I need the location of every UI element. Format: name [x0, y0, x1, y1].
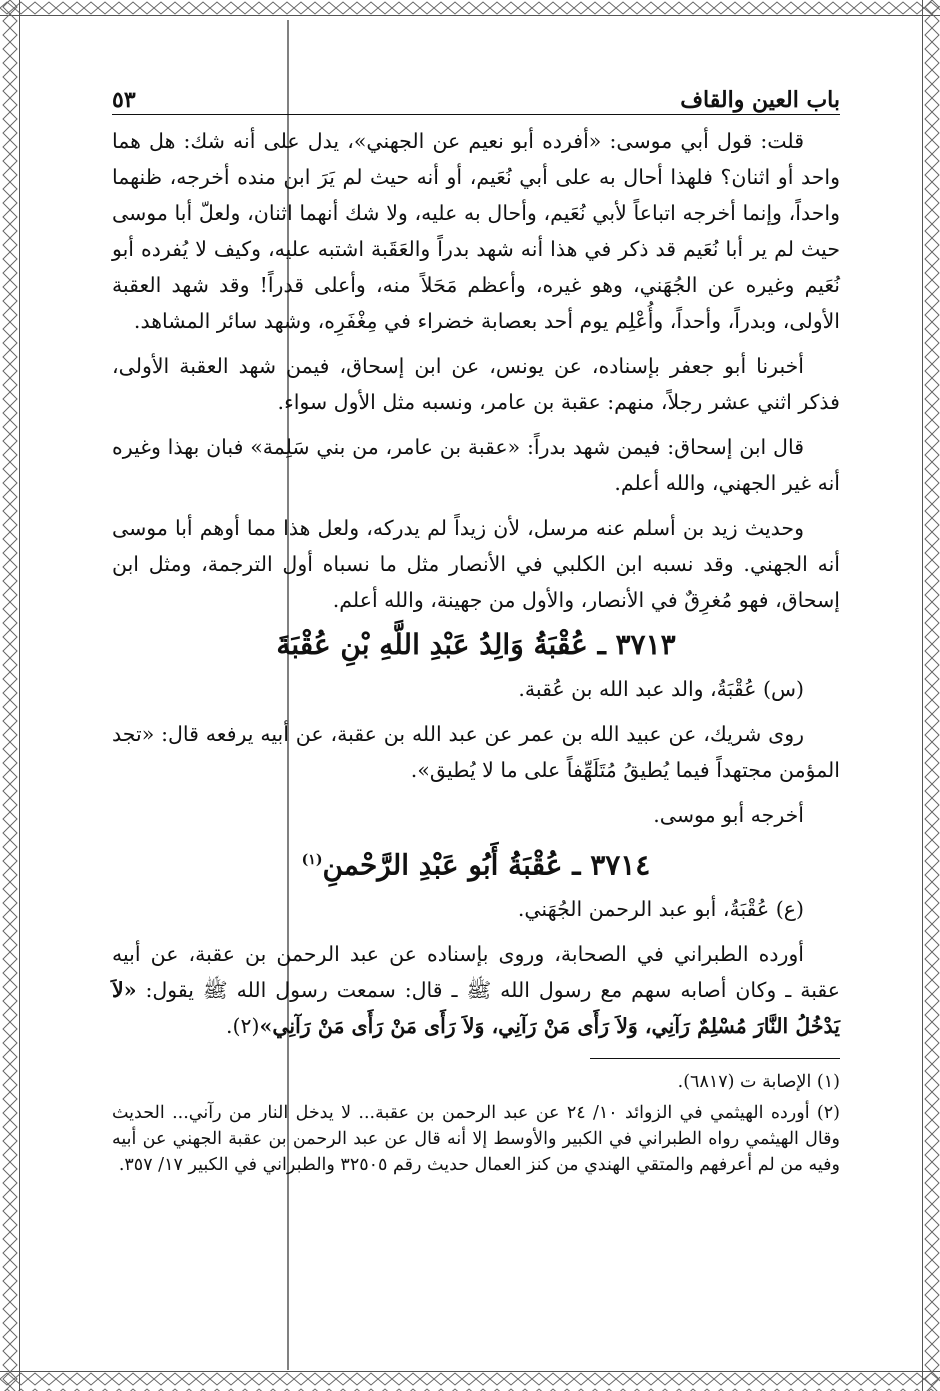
body-paragraph: قال ابن إسحاق: فيمن شهد بدراً: «عقبة بن عامر، من بني سَلِمة» فبان بهذا وغيره أنه غير الجهني، والله أعلم. [112, 435, 840, 495]
footnote: (١) الإصابة ت (٦٨١٧). [677, 1072, 840, 1093]
body-paragraph: أخبرنا أبو جعفر بإسناده، عن يونس، عن ابن إسحاق، فيمن شهد العقبة الأولى، فذكر اثني عشر رجلاً، منهم: عقبة بن عامر، ونسبه مثل الأول سواء. [112, 354, 840, 414]
entry-title-text: ٣٧١٤ ـ عُقْبَةُ أَبُو عَبْدِ الرَّحْمنِ [322, 848, 651, 882]
body-paragraph: وحديث زيد بن أسلم عنه مرسل، لأن زيداً لم يدركه، ولعل هذا مما أوهم أبا موسى أنه الجهني. وقد نسبه ابن الكلبي في الأنصار مثل ما نسباه أول الترجمة، ومثل ابن إسحاق، فهو مُغرِقٌ في الأنصار، والأول من جهينة، والله أعلم. [112, 516, 840, 612]
narration-text: أورده الطبراني في الصحابة، وروى بإسناده عن عبد الرحمن بن عقبة، عن أبيه عقبة ـ وكان أصابه سهم مع رسول الله ﷺ ـ قال: سمعت رسول الله ﷺ يقول: [112, 942, 840, 1003]
decorative-border-right [922, 0, 940, 1391]
entry-paragraph [112, 936, 840, 1044]
entry-title-3714 [112, 842, 840, 883]
footnote-separator [590, 1058, 840, 1059]
decorative-border-bottom [0, 1371, 940, 1391]
chapter-title: باب العين والقاف [680, 87, 840, 113]
body-paragraph: قلت: قول أبي موسى: «أفرده أبو نعيم عن الجهني»، يدل على أنه شك: هل هما واحد أو اثنان؟ فلهذا أحال به على أبي نُعَيم، أو أنه حيث لم يَرَ ابن منده أخرجه، ظنهما واحداً، وإنما أخرجه اتباعاً لأبي نُعَيم، وأحال به عليه، ولا شك أنهما اثنان، ولعلّ أبا موسى حيث لم ير أبا نُعَيم قد ذكر في هذا أنه شهد بدراً والعَقَبة اشتبه عليه، وكيف لا يُفرده أبو نُعَيم وغيره عن الجُهَني، وهو غيره، وأعظم مَحَلاً منه، وأعلى قدراً! وقد شهد العقبة الأولى، وبدراً، وأحداً، وأُعْلِم يوم أحد بعصابة خضراء في مِغْفَرِه، وشهد سائر المشاهد. [112, 129, 840, 333]
entry-title-3713: ٣٧١٣ ـ عُقْبَةُ وَالِدُ عَبْدِ اللَّهِ بْنِ عُقْبَةَ [276, 628, 676, 661]
page-number: ٥٣ [112, 87, 136, 113]
entry-paragraph: (ع) عُقْبَةُ، أبو عبد الرحمن الجُهَني. [517, 897, 804, 922]
footnote: (٢) أورده الهيثمي في الزوائد ١٠/ ٢٤ عن عبد الرحمن بن عقبة... لا يدخل النار من رآني... الحديث وقال الهيثمي رواه الطبراني في الكبير والأوسط إلا أنه قال عن عبد الرحمن بن عقبة الجهني عن أبيه وفيه من لم أعرفهم والمتقي الهندي من كنز العمال حديث رقم ٣٢٥٠٥ والطبراني في الكبير ١٧/ ٣٥٧. [112, 1103, 840, 1176]
entry-paragraph: (س) عُقْبَةُ، والد عبد الله بن عُقبة. [518, 677, 804, 701]
entry-paragraph: أخرجه أبو موسى. [653, 803, 804, 827]
page-content [112, 82, 840, 1183]
decorative-border-left [0, 0, 20, 1391]
hadith-footnote-ref: (٢). [225, 1014, 260, 1039]
running-header [112, 82, 840, 112]
hadith-quote: «لاَ يَدْخُلُ النَّارَ مُسْلِمٌ رَآنِي، وَلاَ رَأَى مَنْ رَآنِي، وَلاَ رَأَى مَنْ رَأَى مَنْ رَآنِي» [112, 978, 840, 1039]
decorative-border-top [0, 0, 940, 16]
entry-paragraph: روى شريك، عن عبيد الله بن عمر عن عبد الله بن عقبة، عن أبيه يرفعه قال: «تجد المؤمن مجتهداً فيما يُطيقُ مُتَلَهِّفاً على ما لا يُطيق». [112, 722, 840, 782]
footnote-marker: (١) [301, 852, 323, 868]
